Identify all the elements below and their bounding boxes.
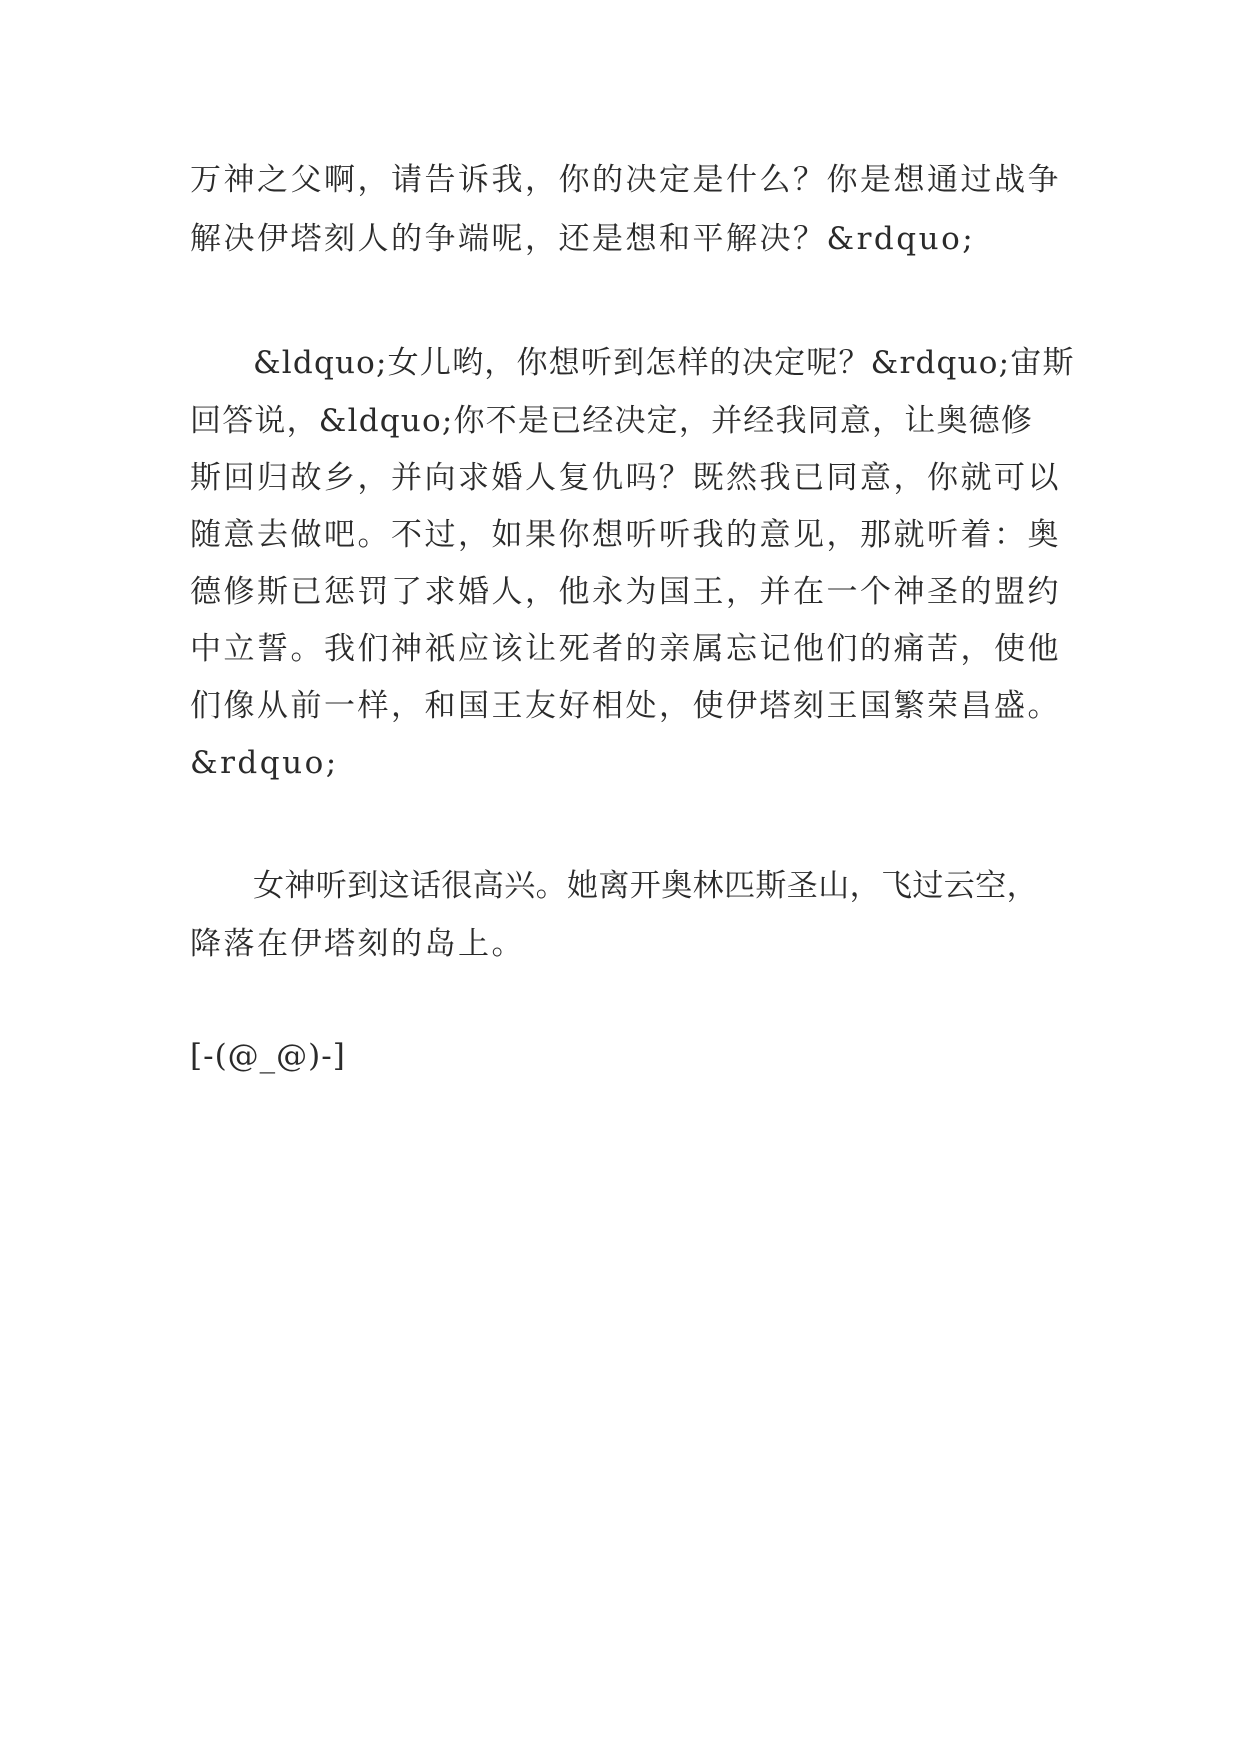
paragraph-1-line-2: 解决伊塔刻人的争端呢，还是想和平解决？&rdquo;: [190, 221, 976, 257]
paragraph-2-line-3: 斯回归故乡，并向求婚人复仇吗？既然我已同意，你就可以: [190, 460, 1061, 496]
paragraph-3-line-2: 降落在伊塔刻的岛上。: [190, 926, 525, 962]
paragraph-2-line-8: &rdquo;: [190, 745, 339, 781]
paragraph-1-line-1: 万神之父啊，请告诉我，你的决定是什么？你是想通过战争: [190, 162, 1061, 198]
paragraph-2-line-4: 随意去做吧。不过，如果你想听听我的意见，那就听着：奥: [190, 517, 1061, 553]
paragraph-2-line-5: 德修斯已惩罚了求婚人，他永为国王，并在一个神圣的盟约: [190, 574, 1061, 610]
paragraph-2-line-2: 回答说，&ldquo;你不是已经决定，并经我同意，让奥德修: [190, 403, 1034, 439]
paragraph-2-line-6: 中立誓。我们神祇应该让死者的亲属忘记他们的痛苦，使他: [190, 631, 1061, 667]
paragraph-3-line-1: 女神听到这话很高兴。她离开奥林匹斯圣山，飞过云空，: [253, 868, 1038, 904]
paragraph-2-line-1: &ldquo;女儿哟，你想听到怎样的决定呢？&rdquo;宙斯: [253, 345, 1075, 381]
paragraph-2-line-7: 们像从前一样，和国王友好相处，使伊塔刻王国繁荣昌盛。: [190, 688, 1061, 724]
end-marker: [-(@_@)-]: [190, 1038, 346, 1074]
